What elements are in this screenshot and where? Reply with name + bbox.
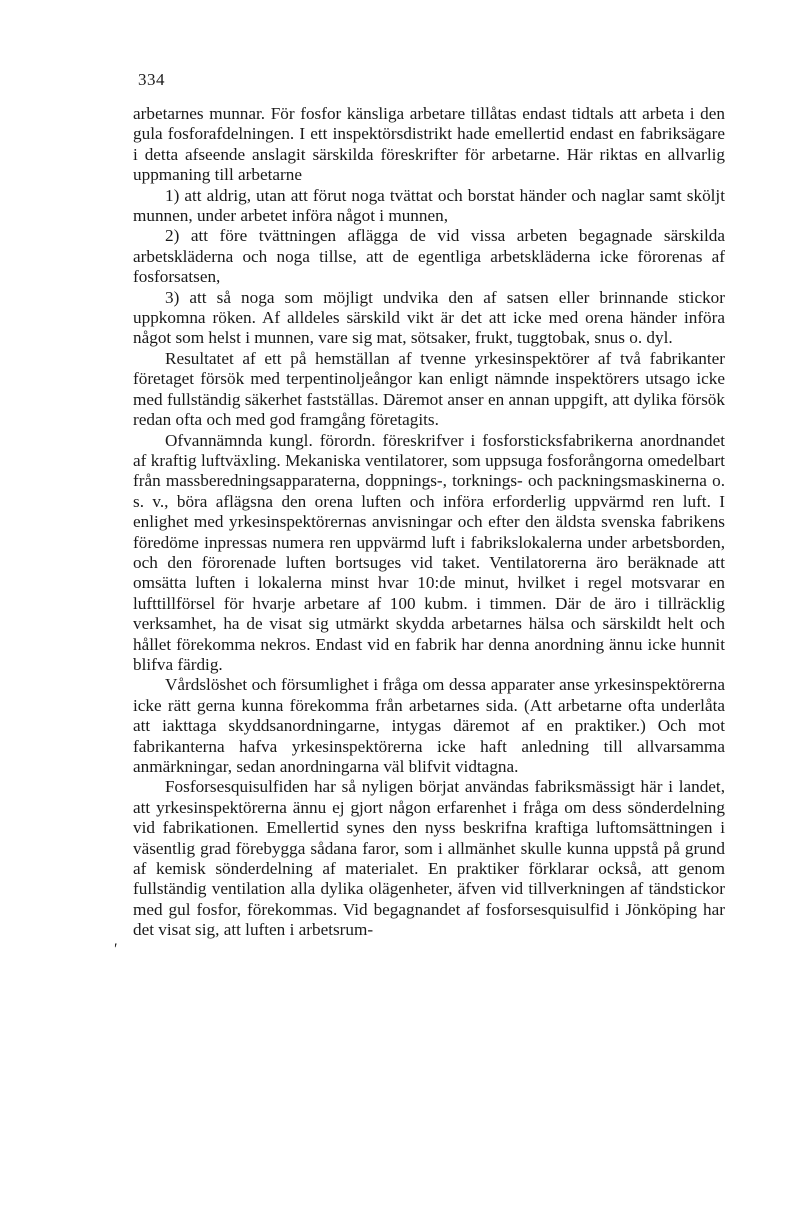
paragraph-8: Fosforsesquisulfiden har så nyligen börjat användas fabriksmässigt här i landet, att yrkesinspektörerna ännu ej gjort någon erfarenhet i fråga om dess sönderdelning vid fabrikationen. Emellertid synes den nyss beskrifna kraftiga luftomsättningen i väsentlig grad förebygga sådana faror, som i allmänhet skulle kunna uppstå på grund af kemisk sönderdelning af materialet. En praktiker förklarar också, att genom fullständig ventilation alla dylika olägenheter, äfven vid tillverkningen af tändstickor med gul fosfor, förekommas. Vid begagnandet af fosforsesquisulfid i Jönköping har det visat sig, att luften i arbetsrum- (133, 777, 725, 940)
paragraph-6: Ofvannämnda kungl. förordn. föreskrifver i fosforsticksfabrikerna anordnandet af kraftig luftväxling. Mekaniska ventilatorer, som uppsuga fosforångorna omedelbart från massberedningsapparaterna, doppnings-, torknings- och packningsmaskinerna o. s. v., böra aflägsna den orena luften och införa erforderlig uppvärmd ren luft. I enlighet med yrkesinspektörernas anvisningar och efter den äldsta svenska fabrikens föredöme inpressas numera ren uppvärmd luft i fabrikslokalerna under arbetsborden, och den förorenade luften bortsuges vid taket. Ventilatorerna äro beräknade att omsätta luften i lokalerna minst hvar 10:de minut, hvilket i regel motsvarar en lufttillförsel för hvarje arbetare af 100 kubm. i timmen. Där de äro i tillräcklig verksamhet, ha de visat sig utmärkt skydda arbetarnes hälsa och särskildt helt och hållet förekomma nekros. Endast vid en fabrik har denna anordning ännu icke hunnit blifva färdig. (133, 430, 725, 674)
page-number: 334 (138, 70, 165, 89)
paragraph-5: Resultatet af ett på hemställan af tvenne yrkesinspektörer af två fabrikanter företaget försök med terpentinoljeångor kan enligt nämnde inspektörers utsago icke med fullständig säkerhet fastställas. Däremot anser en annan uppgift, att dylika försök redan ofta och med god framgång företagits. (133, 348, 725, 430)
paragraph-3: 2) att före tvättningen aflägga de vid vissa arbeten begagnade särskilda arbetskläderna och noga tillse, att de egentliga arbetskläderna icke förorenas af fosforsatsen, (133, 226, 725, 287)
paragraph-4: 3) att så noga som möjligt undvika den af satsen eller brinnande stickor uppkomna röken. Af alldeles särskild vikt är det att icke med orena händer införa något som helst i munnen, vare sig mat, sötsaker, frukt, tuggtobak, snus o. dyl. (133, 287, 725, 348)
paragraph-1: arbetarnes munnar. För fosfor känsliga arbetare tillåtas endast tidtals att arbeta i den gula fosforafdelningen. I ett inspektörsdistrikt hade emellertid endast en fabriksägare i detta afseende anslagit särskilda föreskrifter för arbetarne. Här riktas en allvarlig uppmaning till arbetarne (133, 104, 725, 185)
paragraph-7: Vårdslöshet och försumlighet i fråga om dessa apparater anse yrkesinspektörerna icke rätt gerna kunna förekomma från arbetarnes sida. (Att arbetarne ofta underlåta att iakttaga skyddsanordningarne, intygas däremot af en praktiker.) Och mot fabrikanterna hafva yrkesinspektörerna icke haft anledning till allvarsamma anmärkningar, sedan anordningarna väl blifvit vidtagna. (133, 675, 725, 776)
margin-mark: ' (113, 941, 117, 958)
paragraph-2: 1) att aldrig, utan att förut noga tvättat och borstat händer och naglar samt sköljt munnen, under arbetet införa något i munnen, (133, 185, 725, 226)
body-text (133, 104, 725, 941)
